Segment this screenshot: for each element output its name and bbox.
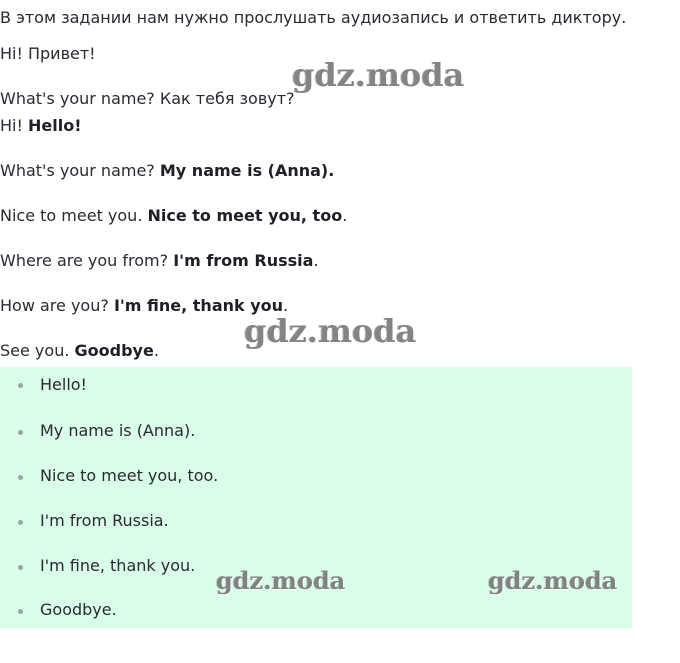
dialogue-tail: . (342, 206, 348, 225)
bullet-icon (18, 565, 23, 570)
bullet-icon (18, 430, 23, 435)
dialogue-prompt: What's your name? (0, 161, 160, 180)
watermark-logo: gdz.moda (292, 56, 465, 94)
dialogue-answer: Hello! (27, 116, 82, 135)
dialogue-tail: . (313, 251, 319, 270)
name-question-line: What's your name? Как тебя зовут? (0, 89, 295, 108)
watermark-logo: gdz.moda (488, 566, 618, 595)
bullet-icon (18, 609, 23, 614)
watermark-logo: gdz.moda (244, 312, 417, 350)
dialogue-answer: Goodbye (74, 341, 154, 360)
dialogue-tail: . (283, 296, 289, 315)
watermark-logo: gdz.moda (216, 566, 346, 595)
dialogue-prompt: See you. (0, 341, 75, 360)
dialogue-line (0, 206, 347, 226)
dialogue-tail: . (153, 341, 159, 360)
dialogue-line (0, 341, 159, 361)
dialogue-line (0, 116, 81, 136)
dialogue-answer: I'm fine, thank you (113, 296, 284, 315)
list-item: Hello! (40, 375, 87, 394)
dialogue-prompt: How are you? (0, 296, 114, 315)
bullet-icon (18, 520, 23, 525)
greeting-line: Hi! Привет! (0, 44, 96, 63)
dialogue-prompt: Nice to meet you. (0, 206, 148, 225)
dialogue-prompt: Where are you from? (0, 251, 174, 270)
list-item: Goodbye. (40, 600, 117, 619)
intro-text: В этом задании нам нужно прослушать аудиозапись и ответить диктору. (0, 8, 627, 27)
dialogue-answer: I'm from Russia (173, 251, 314, 270)
dialogue-prompt: Hi! (0, 116, 28, 135)
list-item: Nice to meet you, too. (40, 466, 219, 485)
list-item: I'm from Russia. (40, 511, 169, 530)
dialogue-line (0, 161, 334, 181)
dialogue-answer: My name is (Anna). (159, 161, 335, 180)
bullet-icon (18, 383, 23, 388)
list-item: My name is (Anna). (40, 421, 196, 440)
list-item: I'm fine, thank you. (40, 556, 196, 575)
bullet-icon (18, 475, 23, 480)
dialogue-line (0, 251, 319, 271)
dialogue-answer: Nice to meet you, too (147, 206, 343, 225)
